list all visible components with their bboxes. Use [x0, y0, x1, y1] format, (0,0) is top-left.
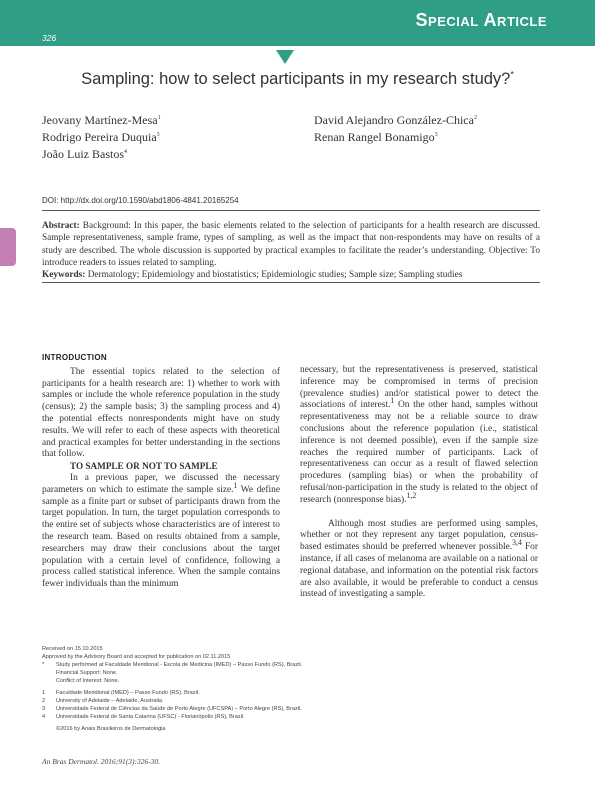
keywords-text: Dermatology; Epidemiology and biostatistics; Epidemiologic studies; Sample size; Sampling studies	[85, 270, 463, 281]
journal-citation: An Bras Dermatol. 2016;91(3):326-30.	[42, 757, 161, 766]
affiliation: 4 Universidade Federal de Santa Catarina (UFSC) - Florianópolis (RS), Brazil.	[42, 714, 245, 720]
divider-bottom	[42, 282, 540, 283]
received-date: Received on 15.10.2015	[42, 646, 103, 652]
section-heading-sampling: TO SAMPLE OR NOT TO SAMPLE	[70, 461, 218, 472]
study-location: * Study performed at Faculdade Meridional - Escola de Medicina (IMED) – Passo Fundo (RS), Brazil.	[42, 662, 303, 668]
affiliation: 2 University of Adelaide – Adelaide, Australia.	[42, 698, 164, 704]
article-title	[0, 70, 595, 89]
authors-right	[314, 112, 477, 146]
author: Rodrigo Pereira Duquia$^3$	[42, 130, 160, 144]
triangle-marker-icon	[276, 50, 294, 64]
paragraph: The essential topics related to the selection of participants for a health research are: 1) whether to work with samples or include the whole reference population in the study (census); 2) the sample basis; 3) the sampling process and 4) the potential effects nonrespondents might have on study results. We will refer to each of these aspects with theoretical and practical examples for better understanding in the sections that follow.	[42, 366, 280, 460]
abstract-text: Background: In this paper, the basic elements related to the selection of participants for a health research are discussed. Sample representativeness, sample frame, types of sampling, as well as the impact that non-respondents may have on results of a study are described. The whole discussion is supported by practical examples to facilitate the reader’s understanding. Objective: To introduce readers to issues related to sampling.	[42, 221, 540, 268]
footnotes	[42, 645, 512, 733]
author: Jeovany Martínez-Mesa$^1$	[42, 113, 161, 127]
financial-support: Financial Support: None.	[56, 670, 118, 676]
abstract	[42, 220, 540, 281]
author: Renan Rangel Bonamigo$^3$	[314, 130, 438, 144]
abstract-label: Abstract:	[42, 221, 80, 231]
section-heading-introduction: INTRODUCTION	[42, 353, 107, 362]
conflict-of-interest: Conflict of Interest: None.	[56, 678, 120, 684]
authors-left	[42, 112, 161, 163]
side-tab-marker	[0, 228, 16, 266]
column-right	[300, 365, 538, 601]
keywords-label: Keywords:	[42, 270, 86, 281]
column-left	[42, 352, 280, 591]
affiliation: 1 Faculdade Meridional (IMED) – Passo Fundo (RS), Brazil.	[42, 690, 200, 696]
paragraph: In a previous paper, we discussed the necessary parameters on which to estimate the sample size.$^1$ We define sample as a finite part or subset of participants drawn from the target population. In turn, the target population corresponds to the entire set of subjects whose characteristics are of interest to the research team. Based on results obtained from a sample, researchers may draw their conclusions about the target population with a certain level of confidence, following a process called statistical inference. When the sample contains fewer individuals than the minimum	[42, 472, 280, 590]
author: David Alejandro González-Chica$^2$	[314, 113, 477, 127]
page-number: 326	[42, 33, 57, 43]
title-text: Sampling: how to select participants in my research study?	[81, 70, 511, 88]
doi-link[interactable]: DOI: http://dx.doi.org/10.1590/abd1806-4841.20165254	[42, 196, 239, 205]
author: João Luiz Bastos$^4$	[42, 147, 127, 161]
copyright: ©2016 by Anais Brasileiros de Dermatologia	[56, 726, 166, 732]
section-label: Special Article	[415, 10, 547, 30]
title-mark: *	[510, 69, 514, 80]
divider-top	[42, 210, 540, 211]
paragraph: necessary, but the representativeness is preserved, statistical inference may be compromised in terms of precision (prevalence studies) and/or statistical power to detect the associations of interest.$^1$ On the other hand, samples without representativeness may not be a reliable source to draw conclusions about the reference population (i.e., statistical inference is not deemed possible), even if the sample size reaches the required number of participants. Lack of representativeness can occur as a result of flawed selection procedures (sampling bias) or when the probability of refusal/non-participation in the study is related to the object of research (nonresponse bias).$^{1,2}$	[300, 365, 539, 505]
section-banner	[0, 0, 595, 46]
affiliation: 3 Universidade Federal de Ciências da Saúde de Porto Alegre (UFCSPA) – Porto Alegre (RS), Brazil.	[42, 706, 302, 712]
paragraph: Although most studies are performed using samples, whether or not they represent any target population, census-based estimates should be preferred whenever possible.$^{3,4}$ For instance, if all cases of melanoma are available on a national or regional database, and information on the potential risk factors are also available, it would be preferable to conduct a census instead of investigating a sample.	[300, 518, 538, 600]
approved-date: Approved by the Advisory Board and accepted for publication on 02.11.2015	[42, 654, 231, 660]
